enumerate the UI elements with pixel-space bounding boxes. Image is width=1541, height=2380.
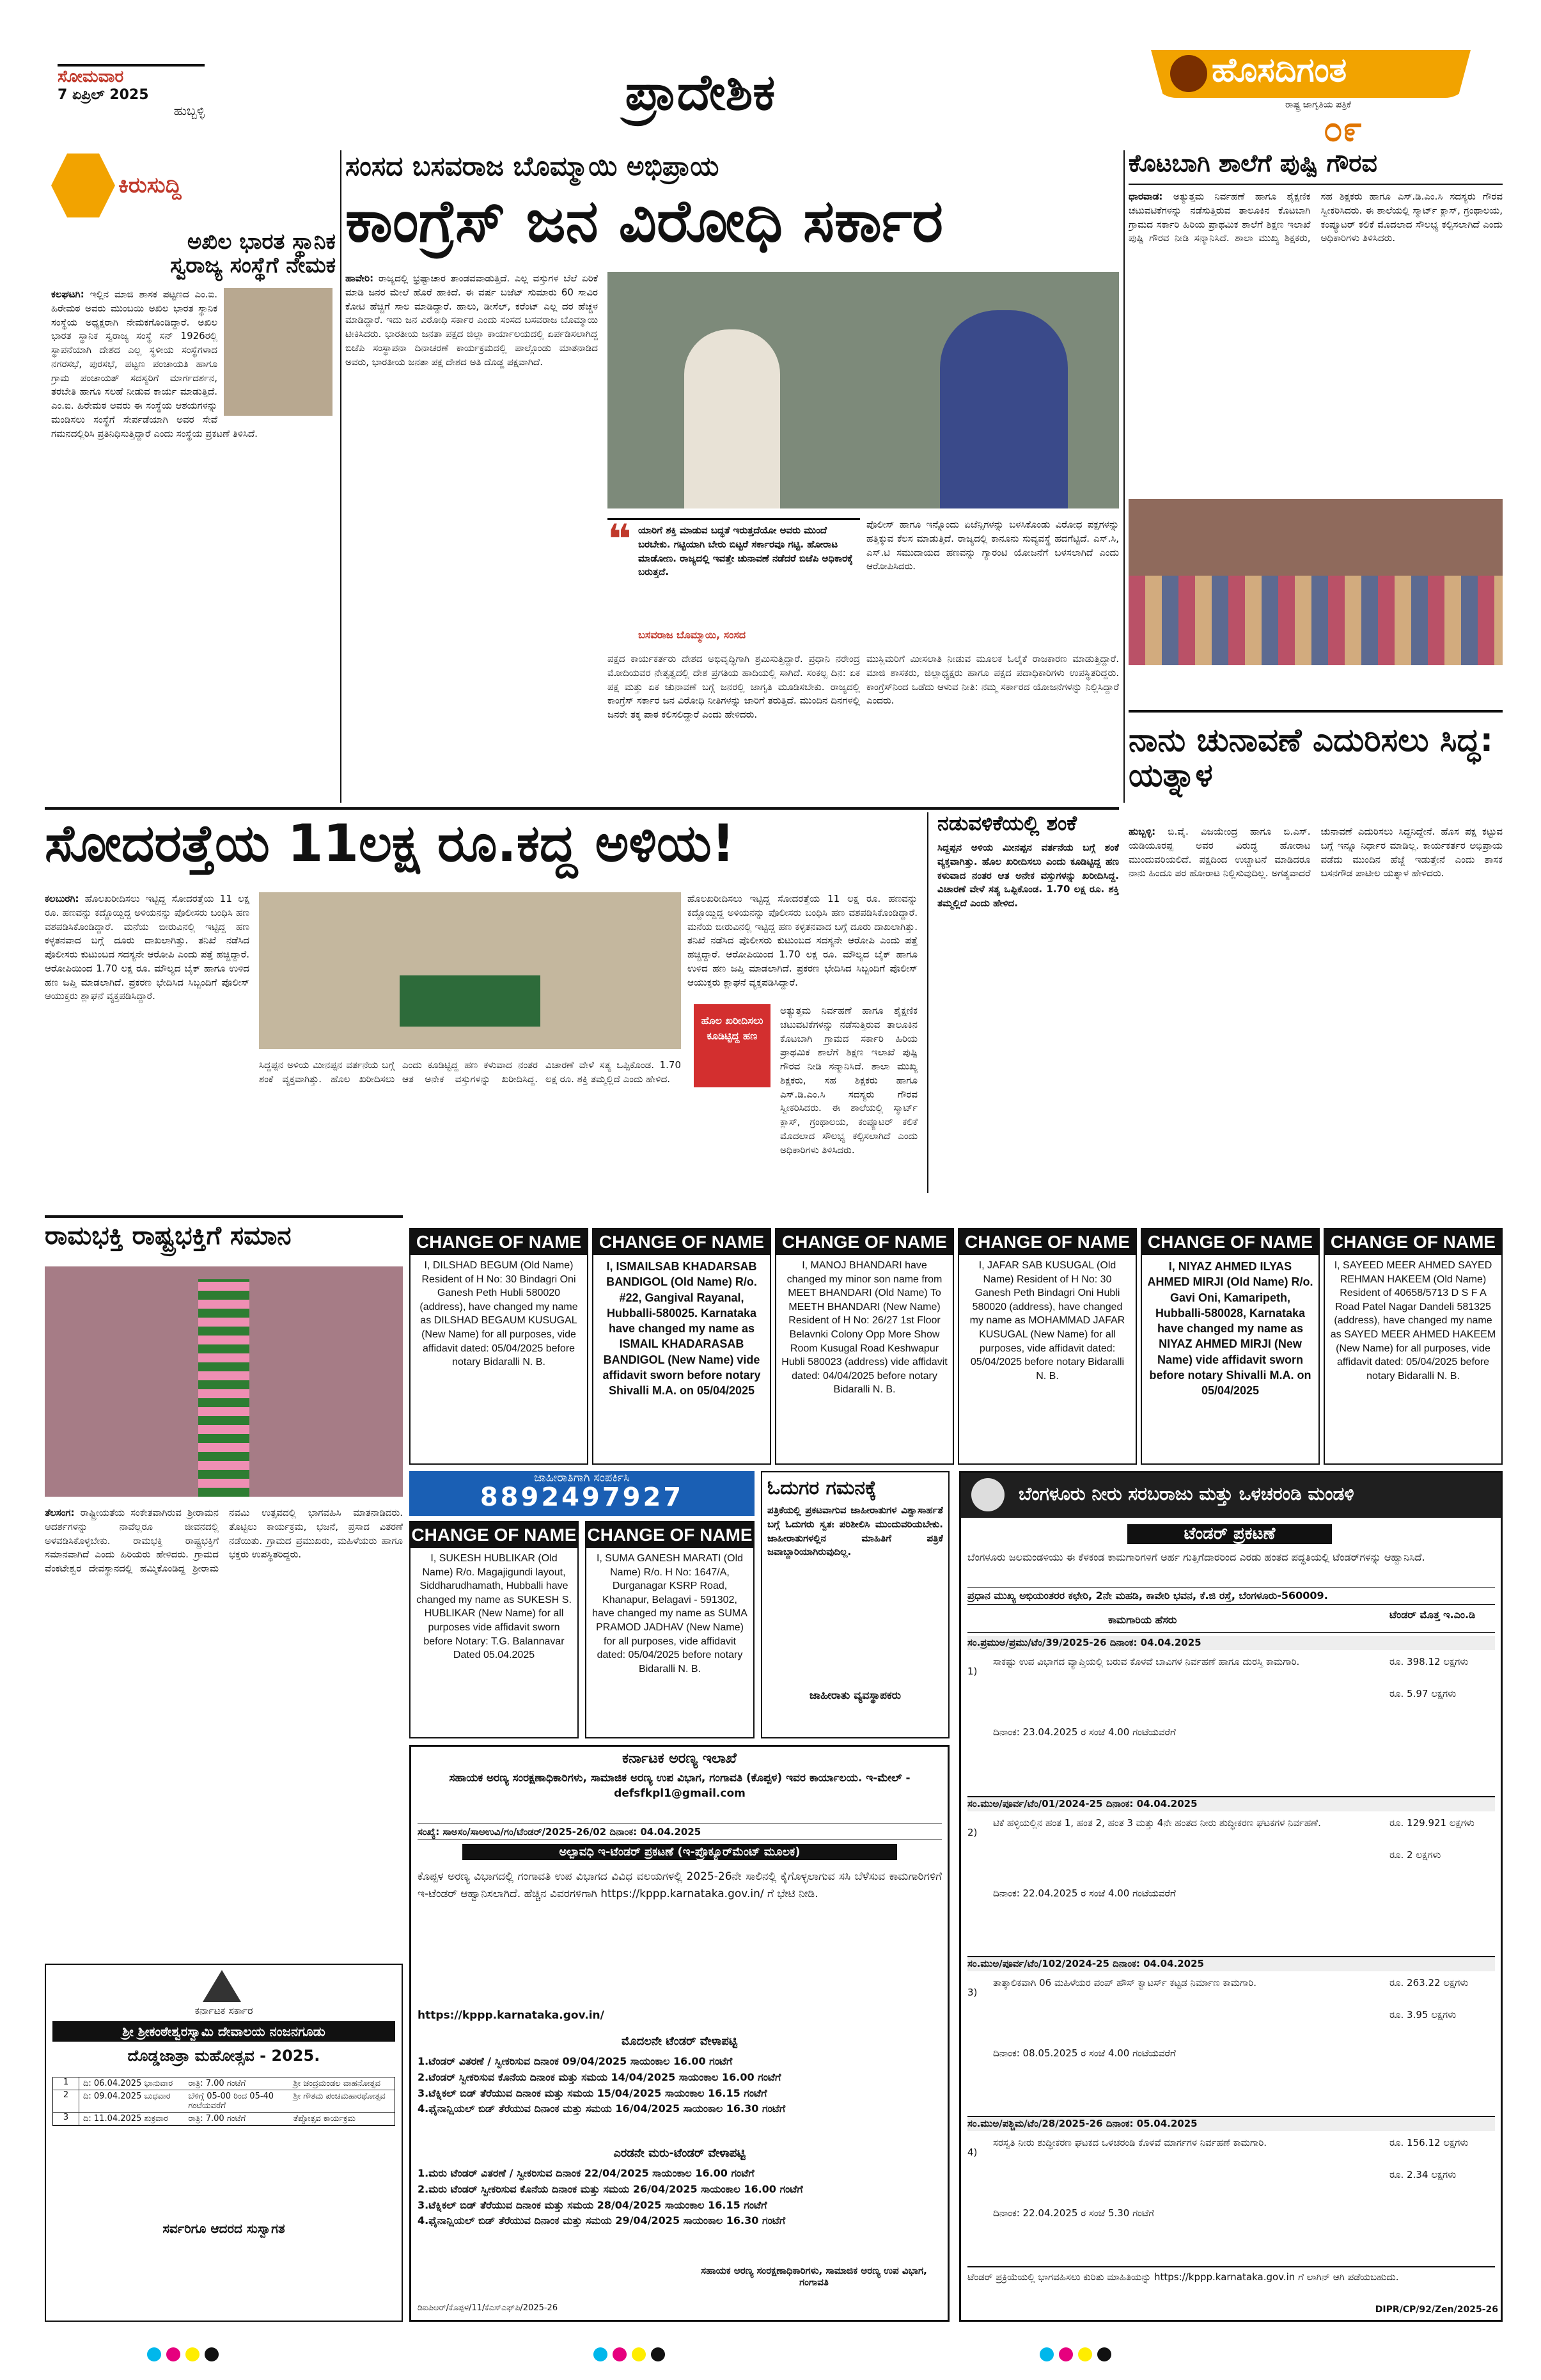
bwssb-item-ref: ಸಂ.ಮುಅ/ಪಶ್ಚಿಮ/ಟೆಂ/28/2025-26 ದಿನಾಂಕ: 05.04.2025: [967, 2117, 1495, 2131]
notice-body: I, SUKESH HUBLIKAR (Old Name) R/o. Magajigundi layout, Siddharudhamath, Hubballi have changed my name as SUKESH S. HUBLIKAR (New Name) for all purposes vide affidavit sworn before Notary: T.G. Balannavar Dated 05.04.2025: [416, 1553, 572, 1661]
yatnal-body: [1129, 825, 1503, 1196]
bwssb-item-date: ದಿನಾಂಕ: 22.04.2025 ರ ಸಂಜೆ 5.30 ಗಂಟೆಗೆ: [993, 2207, 1155, 2219]
temple-row-time: ಬೆಳಿಗ್ಗೆ 05-00 ರಿಂದ 05-40 ಗಂಟೆಯವರೆಗೆ: [188, 2092, 274, 2111]
lead-photo: [607, 272, 1119, 508]
bwssb-item-no: 2): [967, 1827, 978, 1838]
temple-row-time: ರಾತ್ರಿ: 7.00 ಗಂಟೆಗೆ: [188, 2079, 246, 2088]
notice-body: I, MANOJ BHANDARI have changed my minor son name from MEET BHANDARI (Old Name) To MEETH BHANDARI (New Name) Resident of H No: 26/27 1st Floor Belavnki Colony Opp More Show Room Kusugal Road Keshwapur Hubli 580023 (address) vide affidavit dated: 04/04/2025 before notary Bidaralli N. B.: [781, 1260, 948, 1396]
reg-dot-icon: [185, 2347, 199, 2361]
bwssb-item-amount: ರೂ. 129.921 ಲಕ್ಷಗಳು: [1389, 1817, 1475, 1829]
lead-story: [345, 150, 1119, 803]
masthead-logo: [1125, 50, 1471, 149]
change-of-name-notice: [1324, 1228, 1503, 1465]
forest-schedule-title: ಮೊದಲನೇ ಟೆಂಡರ್ ವೇಳಾಪಟ್ಟಿ: [622, 2035, 737, 2048]
sodarate-col3: ಹೊಲಖರೀದಿಸಲು ಇಟ್ಟಿದ್ದ ಸೋದರತ್ತೆಯ 11 ಲಕ್ಷ ರೂ. ಹಣವನ್ನು ಕದ್ದೊಯ್ದಿದ್ದ ಅಳಿಯನನ್ನು ಪೊಲೀಸರು ಬಂಧಿಸಿ ಹಣ ವಶಪಡಿಸಿಕೊಂಡಿದ್ದಾರೆ. ಮನೆಯ ಬೀರುವಿನಲ್ಲಿ ಇಟ್ಟಿದ್ದ ಹಣ ಕಳ್ಳತನವಾದ ಬಗ್ಗೆ ದೂರು ದಾಖಲಾಗಿತ್ತು. ತನಿಖೆ ನಡೆಸಿದ ಪೊಲೀಸರು ಕುಟುಂಬದ ಸದಸ್ಯನೇ ಆರೋಪಿ ಎಂದು ಪತ್ತೆ ಹಚ್ಚಿದ್ದಾರೆ. ಆರೋಪಿಯಿಂದ 1.70 ಲಕ್ಷ ರೂ. ಮೌಲ್ಯದ ಬೈಕ್ ಹಾಗೂ ಉಳಿದ ಹಣ ಜಪ್ತಿ ಮಾಡಲಾಗಿದೆ. ಪ್ರಕರಣ ಭೇದಿಸಿದ ಸಿಬ್ಬಂದಿಗೆ ಪೊಲೀಸ್ ಆಯುಕ್ತರು ಶ್ಲಾಘನೆ ವ್ಯಕ್ತಪಡಿಸಿದ್ದಾರೆ.: [687, 893, 918, 988]
bwssb-item-work: ಸರಸ್ವತಿ ನೀರು ಶುದ್ಧೀಕರಣ ಘಟಕದ ಒಳಚರಂಡಿ ಕೊಳವೆ ಮಾರ್ಗಗಳ ನಿರ್ವಹಣೆ ಕಾಮಗಾರಿ.: [993, 2137, 1267, 2148]
temple-emblem-icon: [203, 1970, 241, 2002]
bwssb-item-emd: ರೂ. 3.95 ಲಕ್ಷಗಳು: [1389, 2009, 1457, 2021]
sodarate-dateline: ಕಲಬುರಗಿ:: [45, 893, 79, 904]
col-divider-1: [340, 150, 341, 803]
forest-url[interactable]: https://kppp.karnataka.gov.in/: [418, 2009, 604, 2022]
notice-title: CHANGE OF NAME: [1142, 1229, 1318, 1255]
reg-dot-icon: [147, 2347, 161, 2361]
forest-office: ಸಹಾಯಕ ಅರಣ್ಯ ಸಂರಕ್ಷಣಾಧಿಕಾರಿಗಳು, ಸಾಮಾಜಿಕ ಅರಣ್ಯ ಉಪ ವಿಭಾಗ, ಗಂಗಾವತಿ (ಕೊಪ್ಪಳ) ಇವರ ಕಾರ್ಯಾಲಯ. ಇ-ಮೇಲ್ - defsfkpl1@gmail.com: [449, 1772, 911, 1800]
section-title: ಪ್ರಾದೇಶಿಕ: [625, 64, 776, 122]
change-of-name-notice: [409, 1228, 588, 1465]
col-divider-2: [1123, 150, 1125, 803]
temple-row-time: ರಾತ್ರಿ: 7.00 ಗಂಟೆಗೆ: [188, 2114, 246, 2124]
reg-dot-icon: [1059, 2347, 1073, 2361]
forest-schedule: [418, 2054, 942, 2117]
reg-dot-icon: [632, 2347, 646, 2361]
bwssb-header: [961, 1473, 1501, 1518]
hand-pointer-icon: [51, 154, 115, 217]
ad-phone-number: 8892497927: [480, 1483, 684, 1512]
schedule-row: 4.ಫೈನಾನ್ಷಿಯಲ್ ಬಿಡ್ ತೆರೆಯುವ ದಿನಾಂಕ ಮತ್ತು ಸಮಯ 16/04/2025 ಸಾಯಂಕಾಲ 16.30 ಗಂಟೆಗೆ: [418, 2102, 786, 2115]
odugara-body: ಪತ್ರಿಕೆಯಲ್ಲಿ ಪ್ರಕಟವಾಗುವ ಜಾಹೀರಾತುಗಳ ವಿಶ್ವಾಸಾರ್ಹತೆ ಬಗ್ಗೆ ಓದುಗರು ಸ್ವತಃ ಪರಿಶೀಲಿಸಿ ಮುಂದುವರಿಯಬೇಕು. ಜಾಹೀರಾತುಗಳಲ್ಲಿನ ಮಾಹಿತಿಗೆ ಪತ್ರಿಕೆ ಜವಾಬ್ದಾರಿಯಾಗಿರುವುದಿಲ್ಲ.: [767, 1504, 943, 1558]
lead-col1: [345, 272, 598, 796]
bwssb-item-amount: ರೂ. 263.22 ಲಕ್ಷಗಳು: [1389, 1977, 1469, 1989]
temple-row: [53, 2090, 395, 2113]
ramabhakti-photo: [45, 1266, 403, 1497]
schedule-row: 3.ಟೆಕ್ನಿಕಲ್ ಬಿಡ್ ತೆರೆಯುವ ದಿನಾಂಕ ಮತ್ತು ಸಮಯ 28/04/2025 ಸಾಯಂಕಾಲ 16.15 ಗಂಟೆಗೆ: [418, 2198, 767, 2211]
forest-schedule2-title: ಎರಡನೇ ಮರು-ಟೆಂಡರ್ ವೇಳಾಪಟ್ಟಿ: [613, 2147, 746, 2160]
notice-title: CHANGE OF NAME: [411, 1229, 587, 1255]
schedule-row: 1.ಮರು ಟೆಂಡರ್ ವಿತರಣೆ / ಸ್ವೀಕರಿಸುವ ದಿನಾಂಕ 22/04/2025 ಸಾಯಂಕಾಲ 16.00 ಗಂಟೆಗೆ: [418, 2167, 755, 2179]
schedule-row: 1.ಟೆಂಡರ್ ವಿತರಣೆ / ಸ್ವೀಕರಿಸುವ ದಿನಾಂಕ 09/04/2025 ಸಾಯಂಕಾಲ 16.00 ಗಂಟೆಗೆ: [418, 2055, 733, 2067]
kotabagi-story: [1129, 150, 1503, 707]
bwssb-item: [967, 1956, 1495, 2116]
notice-title: CHANGE OF NAME: [776, 1229, 953, 1255]
forest-schedule2: [418, 2166, 942, 2229]
reg-dot-icon: [1040, 2347, 1054, 2361]
masthead: [0, 0, 1541, 150]
lead-col2: ಪಕ್ಷದ ಕಾರ್ಯಕರ್ತರು ದೇಶದ ಅಭಿವೃದ್ಧಿಗಾಗಿ ಶ್ರಮಿಸುತ್ತಿದ್ದಾರೆ. ಪ್ರಧಾನಿ ನರೇಂದ್ರ ಮೋದಿಯವರ ನೇತೃತ್ವದಲ್ಲಿ ದೇಶ ಪ್ರಗತಿಯ ಹಾದಿಯಲ್ಲಿ ಸಾಗಿದೆ. ಸಂಕಲ್ಪ ದಿನ: ಏಕ ಪಕ್ಷ ಮತ್ತು ಏಕ ಚುನಾವಣೆ ಬಗ್ಗೆ ಜನರಲ್ಲಿ ಜಾಗೃತಿ ಮೂಡಿಸಬೇಕು. ರಾಜ್ಯದಲ್ಲಿ ಕಾಂಗ್ರೆಸ್ ಸರ್ಕಾರ ಜನ ವಿರೋಧಿ ನೀತಿಗಳನ್ನು ಜಾರಿಗೆ ತರುತ್ತಿದೆ. ಮುಂದಿನ ದಿನಗಳಲ್ಲಿ ಜನರೇ ತಕ್ಕ ಪಾಠ ಕಲಿಸಲಿದ್ದಾರೆ ಎಂದು ಹೇಳಿದರು.: [607, 653, 860, 720]
lead-headline: ಕಾಂಗ್ರೆಸ್ ಜನ ವಿರೋಧಿ ಸರ್ಕಾರ: [345, 187, 944, 255]
forest-footer: ಡಿಐಪಿಆರ್/ಕೊಪ್ಪಳ/11/ಕೆಎಸ್‌ಎಫ್‌ಪಿ/2025-26: [418, 2303, 558, 2313]
yatnal-text: ಬಿ.ವೈ. ವಿಜಯೇಂದ್ರ ಹಾಗೂ ಬಿ.ಎಸ್. ಯಡಿಯೂರಪ್ಪ ಅವರ ವಿರುದ್ಧ ಹೋರಾಟ ಮುಂದುವರಿಯಲಿದೆ. ಪಕ್ಷದಿಂದ ಉಚ್ಚಾಟನೆ ಮಾಡಿದರೂ ನಾನು ಹಿಂದೂ ಪರ ಹೋರಾಟ ನಿಲ್ಲಿಸುವುದಿಲ್ಲ. ಅಗತ್ಯವಾದರೆ ಚುನಾವಣೆ ಎದುರಿಸಲು ಸಿದ್ಧನಿದ್ದೇನೆ. ಹೊಸ ಪಕ್ಷ ಕಟ್ಟುವ ಬಗ್ಗೆ ಇನ್ನೂ ನಿರ್ಧಾರ ಮಾಡಿಲ್ಲ. ಕಾರ್ಯಕರ್ತರ ಅಭಿಪ್ರಾಯ ಪಡೆದು ಮುಂದಿನ ಹೆಜ್ಜೆ ಇಡುತ್ತೇನೆ ಎಂದು ಶಾಸಕ ಬಸನಗೌಡ ಪಾಟೀಲ ಯತ್ನಾಳ ಹೇಳಿದರು.: [1129, 826, 1503, 879]
reg-dot-icon: [1078, 2347, 1092, 2361]
lead-quote-by: ಬಸವರಾಜ ಬೊಮ್ಮಾಯಿ, ಸಂಸದ: [638, 629, 746, 641]
yatnal-top-rule: [1129, 710, 1503, 713]
notice-body: I, ISMAILSAB KHADARSAB BANDIGOL (Old Name) R/o. #22, Gangival Rayanal, Hubballi-580025. Karnataka have changed my name as ISMAIL KHADARASAB BANDIGOL (New Name) vide affidavit sworn before notary Shivalli M.A. on 05/04/2025: [602, 1260, 761, 1398]
temple-footer: ಸರ್ವರಿಗೂ ಆದರದ ಸುಸ್ವಾಗತ: [162, 2221, 285, 2236]
temple-row-event: ತೆಪ್ಪೋತ್ಸವ ಕಾರ್ಯಕ್ರಮ: [293, 2114, 356, 2124]
kirusuddi-photo: [224, 288, 332, 416]
lead-col1-text: ರಾಜ್ಯದಲ್ಲಿ ಭ್ರಷ್ಟಾಚಾರ ತಾಂಡವವಾಡುತ್ತಿದೆ. ಎಲ್ಲ ವಸ್ತುಗಳ ಬೆಲೆ ಏರಿಕೆ ಮಾಡಿ ಜನರ ಮೇಲೆ ಹೊರೆ ಹಾಕಿದೆ. ಈ ವರ್ಷ ಬಜೆಟ್ ಸುಮಾರು 60 ಸಾವಿರ ಕೋಟಿ ಹೆಚ್ಚಿಗೆ ಸಾಲ ಮಾಡಿದ್ದಾರೆ. ಹಾಲು, ಡೀಸೆಲ್, ಕರೆಂಟ್ ಎಲ್ಲ ದರ ಹೆಚ್ಚಳ ಮಾಡಿದ್ದಾರೆ. ಇದು ಜನ ವಿರೋಧಿ ಸರ್ಕಾರ ಎಂದು ಸಂಸದ ಬಸವರಾಜ ಬೊಮ್ಮಾಯಿ ಟೀಕಿಸಿದರು. ಭಾರತೀಯ ಜನತಾ ಪಕ್ಷದ ಜಿಲ್ಲಾ ಕಾರ್ಯಾಲಯದಲ್ಲಿ ಏರ್ಪಡಿಸಲಾಗಿದ್ದ ಬಿಜೆಪಿ ಸಂಸ್ಥಾಪನಾ ದಿನಾಚರಣೆ ಕಾರ್ಯಕ್ರಮದಲ್ಲಿ ಪಾಲ್ಗೊಂಡು ಮಾತನಾಡಿದ ಅವರು, ಭಾರತೀಯ ಜನತಾ ಪಕ್ಷ ದೇಶದ ಅತಿ ದೊಡ್ಡ ಪಕ್ಷವಾಗಿದೆ.: [345, 272, 598, 368]
paper-tagline: ರಾಷ್ಟ್ರ ಜಾಗೃತಿಯ ಪತ್ರಿಕೆ: [1285, 100, 1351, 110]
bwssb-item-no: 4): [967, 2147, 978, 2158]
lead-col4: ಪೊಲೀಸ್ ಹಾಗೂ ಇನ್ನೊಂದು ಏಜೆನ್ಸಿಗಳನ್ನು ಬಳಸಿಕೊಂಡು ವಿರೋಧ ಪಕ್ಷಗಳನ್ನು ಹತ್ತಿಕ್ಕುವ ಕೆಲಸ ಮಾಡುತ್ತಿದೆ. ರಾಜ್ಯದಲ್ಲಿ ಕಾನೂನು ಸುವ್ಯವಸ್ಥೆ ಹದಗೆಟ್ಟಿದೆ. ಎಸ್.ಸಿ, ಎಸ್.ಟಿ ಸಮುದಾಯದ ಹಣವನ್ನು ಗ್ಯಾರಂಟಿ ಯೋಜನೆಗೆ ಬಳಸಲಾಗಿದೆ ಎಂದು ಆರೋಪಿಸಿದರು.: [866, 519, 1119, 572]
temple-row-date: ದಿ: 06.04.2025 ಭಾನುವಾರ: [83, 2079, 173, 2088]
naduvali-body: ಸಿದ್ದಪ್ಪನ ಅಳಿಯ ಮೀನಪ್ಪನ ವರ್ತನೆಯ ಬಗ್ಗೆ ಶಂಕೆ ವ್ಯಕ್ತವಾಗಿತ್ತು. ಹೊಲ ಖರೀದಿಸಲು ಎಂದು ಕೂಡಿಟ್ಟಿದ್ದ ಹಣ ಕಳುವಾದ ನಂತರ ಆತ ಅನೇಕ ವಸ್ತುಗಳನ್ನು ಖರೀದಿಸಿದ್ದ. ವಿಚಾರಣೆ ವೇಳೆ ಸತ್ಯ ಒಪ್ಪಿಕೊಂಡ. 1.70 ಲಕ್ಷ ರೂ. ಶಕ್ತಿ ತಮ್ಮಲ್ಲಿದೆ ಎಂದು ಹೇಳಿದ.: [937, 842, 1119, 910]
masthead-date-block: [58, 67, 205, 118]
notice-title: CHANGE OF NAME: [1325, 1229, 1501, 1255]
bwssb-footer: ಟೆಂಡರ್ ಪ್ರಕ್ರಿಯೆಯಲ್ಲಿ ಭಾಗವಹಿಸಲು ಕುರಿತು ಮಾಹಿತಿಯನ್ನು https://kppp.karnataka.gov.in ಗೆ ಲಾಗಿನ್ ಆಗಿ ಪಡೆಯಬಹುದು.: [967, 2266, 1495, 2283]
kirusuddi-dateline: ಕಲಘಟಗಿ:: [51, 288, 84, 300]
bwssb-tender: [959, 1471, 1503, 2322]
lead-kicker: ಸಂಸದ ಬಸವರಾಜ ಬೊಮ್ಮಾಯಿ ಅಭಿಪ್ರಾಯ: [345, 150, 719, 182]
masthead-day: ಸೋಮವಾರ: [58, 67, 124, 86]
forest-sign: ಸಹಾಯಕ ಅರಣ್ಯ ಸಂರಕ್ಷಣಾಧಿಕಾರಿಗಳು, ಸಾಮಾಜಿಕ ಅರಣ್ಯ ಉಪ ವಿಭಾಗ, ಗಂಗಾವತಿ: [701, 2265, 927, 2288]
sodarate-col4: ಅತ್ಯುತ್ತಮ ನಿರ್ವಹಣೆ ಹಾಗೂ ಶೈಕ್ಷಣಿಕ ಚಟುವಟಿಕೆಗಳನ್ನು ನಡೆಸುತ್ತಿರುವ ತಾಲೂಕಿನ ಕೊಟಬಾಗಿ ಗ್ರಾಮದ ಸರ್ಕಾರಿ ಹಿರಿಯ ಪ್ರಾಥಮಿಕ ಶಾಲೆಗೆ ಶಿಕ್ಷಣ ಇಲಾಖೆ ಪುಷ್ಪಿ ಗೌರವ ನೀಡಿ ಸನ್ಮಾನಿಸಿದೆ. ಶಾಲಾ ಮುಖ್ಯ ಶಿಕ್ಷಕರು, ಸಹ ಶಿಕ್ಷಕರು ಹಾಗೂ ಎಸ್.ಡಿ.ಎಂ.ಸಿ ಸದಸ್ಯರು ಗೌರವ ಸ್ವೀಕರಿಸಿದರು. ಈ ಶಾಲೆಯಲ್ಲಿ ಸ್ಮಾರ್ಟ್ ಕ್ಲಾಸ್, ಗ್ರಂಥಾಲಯ, ಕಂಪ್ಯೂಟರ್ ಕಲಿಕೆ ಮೊದಲಾದ ಸೌಲಭ್ಯ ಕಲ್ಪಿಸಲಾಗಿದೆ ಎಂದು ಅಧಿಕಾರಿಗಳು ತಿಳಿಸಿದರು.: [780, 1005, 918, 1156]
kotabagi-text: ಅತ್ಯುತ್ತಮ ನಿರ್ವಹಣೆ ಹಾಗೂ ಶೈಕ್ಷಣಿಕ ಚಟುವಟಿಕೆಗಳನ್ನು ನಡೆಸುತ್ತಿರುವ ತಾಲೂಕಿನ ಕೊಟಬಾಗಿ ಗ್ರಾಮದ ಸರ್ಕಾರಿ ಹಿರಿಯ ಪ್ರಾಥಮಿಕ ಶಾಲೆಗೆ ಶಿಕ್ಷಣ ಇಲಾಖೆ ಪುಷ್ಪಿ ಗೌರವ ನೀಡಿ ಸನ್ಮಾನಿಸಿದೆ. ಶಾಲಾ ಮುಖ್ಯ ಶಿಕ್ಷಕರು, ಸಹ ಶಿಕ್ಷಕರು ಹಾಗೂ ಎಸ್.ಡಿ.ಎಂ.ಸಿ ಸದಸ್ಯರು ಗೌರವ ಸ್ವೀಕರಿಸಿದರು. ಈ ಶಾಲೆಯಲ್ಲಿ ಸ್ಮಾರ್ಟ್ ಕ್ಲಾಸ್, ಗ್ರಂಥಾಲಯ, ಕಂಪ್ಯೂಟರ್ ಕಲಿಕೆ ಮೊದಲಾದ ಸೌಲಭ್ಯ ಕಲ್ಪಿಸಲಾಗಿದೆ ಎಂದು ಅಧಿಕಾರಿಗಳು ತಿಳಿಸಿದರು.: [1129, 191, 1503, 244]
reg-dot-icon: [1097, 2347, 1111, 2361]
bwssb-item-ref: ಸಂ.ಮುಅ/ಪೂರ್ವ/ಟೆಂ/102/2024-25 ದಿನಾಂಕ: 04.04.2025: [967, 1957, 1495, 1971]
sodarate-photo: [259, 892, 681, 1049]
temple-title: ಶ್ರೀ ಶ್ರೀಕಂಠೇಶ್ವರಸ್ವಾಮಿ ದೇವಾಲಯ ನಂಜನಗೂಡು: [52, 2021, 395, 2042]
bwssb-notice-title: ಟೆಂಡರ್ ಪ್ರಕಟಣೆ: [1127, 1524, 1332, 1544]
reg-dot-icon: [613, 2347, 627, 2361]
reg-dot-icon: [651, 2347, 665, 2361]
sodarate-col1: [45, 892, 249, 1193]
notice-body: I, NIYAZ AHMED ILYAS AHMED MIRJI (Old Name) R/o. Gavi Oni, Kamaripeth, Hubballi-580028, Karnataka have changed my name as NIYAZ AHMED MIRJI (New Name) vide affidavit sworn before notary Shivalli M.A. on 05/04/2025: [1147, 1260, 1313, 1398]
paper-name: ಹೊಸದಿಗಂತ: [1212, 51, 1347, 90]
lead-col3: ಮುಸ್ಲಿಮರಿಗೆ ಮೀಸಲಾತಿ ನೀಡುವ ಮೂಲಕ ಓಲೈಕೆ ರಾಜಕಾರಣ ಮಾಡುತ್ತಿದ್ದಾರೆ. ಮಾಜಿ ಶಾಸಕರು, ಜಿಲ್ಲಾಧ್ಯಕ್ಷರು ಹಾಗೂ ಪಕ್ಷದ ಪದಾಧಿಕಾರಿಗಳು ಉಪಸ್ಥಿತರಿದ್ದರು. ಕಾಂಗ್ರೆಸ್‌ನಿಂದ ಒಡೆದು ಆಳುವ ನೀತಿ: ನಮ್ಮ ಸರ್ಕಾರದ ಯೋಜನೆಗಳನ್ನು ನಿಲ್ಲಿಸಿದ್ದಾರೆ ಎಂದರು.: [866, 653, 1119, 707]
bwssb-table-head: [967, 1607, 1495, 1633]
ad-phone-label: ಜಾಹೀರಾತಿಗಾಗಿ ಸಂಪರ್ಕಿಸಿ: [534, 1471, 630, 1485]
odugara-box: [761, 1471, 950, 1738]
kotabagi-photo: [1129, 499, 1503, 665]
ramabhakti-top-rule: [45, 1215, 403, 1218]
kirusuddi-logo: [51, 154, 182, 224]
quote-mark-icon: ❝: [607, 516, 632, 563]
forest-body: ಕೊಪ್ಪಳ ಅರಣ್ಯ ವಿಭಾಗದಲ್ಲಿ ಗಂಗಾವತಿ ಉಪ ವಿಭಾಗದ ವಿವಿಧ ವಲಯಗಳಲ್ಲಿ 2025-26ನೇ ಸಾಲಿನಲ್ಲಿ ಕೈಗೊಳ್ಳಲಾಗುವ ಸಸಿ ಬೆಳೆಸುವ ಕಾಮಗಾರಿಗಳಿಗೆ ಇ-ಟೆಂಡರ್ ಆಹ್ವಾನಿಸಲಾಗಿದೆ. ಹೆಚ್ಚಿನ ವಿವರಗಳಿಗಾಗಿ https://kppp.karnataka.gov.in/ ಗೆ ಭೇಟಿ ನೀಡಿ.: [418, 1870, 942, 1901]
kirusuddi-headline: ಅಖಿಲ ಭಾರತ ಸ್ಥಾನಿಕ ಸ್ವರಾಜ್ಯ ಸಂಸ್ಥೆಗೆ ನೇಮಕ: [170, 229, 336, 279]
bwssb-item-date: ದಿನಾಂಕ: 23.04.2025 ರ ಸಂಜೆ 4.00 ಗಂಟೆಯವರೆಗೆ: [993, 1726, 1176, 1738]
sodarate-top-rule: [45, 807, 1119, 810]
change-of-name-notice: [775, 1228, 954, 1465]
ramabhakti-headline: ರಾಮಭಕ್ತಿ ರಾಷ್ಟ್ರಭಕ್ತಿಗೆ ಸಮಾನ: [45, 1221, 292, 1250]
temple-row-no: 3: [53, 2113, 79, 2125]
bwssb-item-emd: ರೂ. 2.34 ಲಕ್ಷಗಳು: [1389, 2169, 1457, 2180]
ad-phone-box: [409, 1471, 755, 1516]
change-of-name-notice: [409, 1521, 579, 1738]
bwssb-item-work: ತಾತ್ಕಾಲಿಕವಾಗಿ 06 ಮಹಿಳೆಯರ ಪಂಪ್ ಹೌಸ್ ಕ್ವಾಟರ್ಸ್ ಕಟ್ಟಡ ನಿರ್ಮಾಣ ಕಾಮಗಾರಿ.: [993, 1977, 1256, 1989]
bwssb-item-work: ಟಿಕೆ ಹಳ್ಳಿಯಲ್ಲಿನ ಹಂತ 1, ಹಂತ 2, ಹಂತ 3 ಮತ್ತು 4ನೇ ಹಂತದ ನೀರು ಶುದ್ಧೀಕರಣ ಘಟಕಗಳ ನಿರ್ವಹಣೆ.: [993, 1817, 1321, 1829]
bwssb-item-emd: ರೂ. 5.97 ಲಕ್ಷಗಳು: [1389, 1688, 1457, 1699]
temple-table: [52, 2077, 395, 2126]
naduvali-box: [927, 812, 1119, 1193]
forest-tender: [409, 1745, 950, 2322]
bwssb-item: [967, 1796, 1495, 1956]
registration-marks: [147, 2347, 1426, 2367]
ramabhakti-body: [45, 1506, 403, 1954]
notice-title: CHANGE OF NAME: [411, 1522, 577, 1548]
notice-title: CHANGE OF NAME: [586, 1522, 753, 1548]
temple-row-date: ದಿ: 11.04.2025 ಶುಕ್ರವಾರ: [83, 2114, 168, 2124]
bwssb-logo-icon: [971, 1478, 1005, 1511]
lead-quote: ಯಾರಿಗೆ ಶಕ್ತಿ ಮಾಡುವ ಬದ್ಧತೆ ಇರುತ್ತದೆಯೋ ಅವರು ಮುಂದೆ ಬರಬೇಕು. ಗಟ್ಟಿಯಾಗಿ ಬೇರು ಬಿಟ್ಟರೆ ಸರ್ಕಾರವೂ ಗಟ್ಟಿ. ಹೋರಾಟ ಮಾಡೋಣ. ರಾಜ್ಯದಲ್ಲಿ ಇವತ್ತೇ ಚುನಾವಣೆ ನಡೆದರೆ ಬಿಜೆಪಿ ಅಧಿಕಾರಕ್ಕೆ ಬರುತ್ತದೆ.: [638, 524, 853, 578]
temple-row: [53, 2077, 395, 2090]
temple-row-event: ಶ್ರೀ ಚಂದ್ರಮಂಡಲ ವಾಹನೋತ್ಸವ: [293, 2079, 381, 2088]
kotabagi-dateline: ಧಾರವಾಡ:: [1129, 191, 1163, 202]
page-number: ೦೯: [1323, 109, 1363, 149]
lead-quote-box: [607, 518, 860, 646]
schedule-row: 2.ಟೆಂಡರ್ ಸ್ವೀಕರಿಸುವ ಕೊನೆಯ ದಿನಾಂಕ ಮತ್ತು ಸಮಯ 14/04/2025 ಸಾಯಂಕಾಲ 16.00 ಗಂಟೆಗೆ: [418, 2070, 781, 2083]
bwssb-item-no: 1): [967, 1666, 978, 1677]
ramabhakti-dateline: ತೆಲಸಂಗ:: [45, 1507, 75, 1518]
kotabagi-body: [1129, 190, 1503, 491]
notice-title: CHANGE OF NAME: [959, 1229, 1136, 1255]
bwssb-office: ಪ್ರಧಾನ ಮುಖ್ಯ ಅಭಿಯಂತರರ ಕಛೇರಿ, 2ನೇ ಮಹಡಿ, ಕಾವೇರಿ ಭವನ, ಕೆ.ಜಿ ರಸ್ತೆ, ಬೆಂಗಳೂರು-560009.: [967, 1587, 1495, 1605]
bwssb-intro: ಬೆಂಗಳೂರು ಜಲಮಂಡಳಿಯು ಈ ಕೆಳಕಂಡ ಕಾಮಗಾರಿಗಳಿಗೆ ಅರ್ಹ ಗುತ್ತಿಗೆದಾರರಿಂದ ಎರಡು ಹಂತದ ಪದ್ಧತಿಯಲ್ಲಿ ಟೆಂಡರ್‌ಗಳನ್ನು ಆಹ್ವಾನಿಸಿದೆ.: [967, 1551, 1425, 1563]
sodarate-col2: ಸಿದ್ದಪ್ಪನ ಅಳಿಯ ಮೀನಪ್ಪನ ವರ್ತನೆಯ ಬಗ್ಗೆ ಶಂಕೆ ವ್ಯಕ್ತವಾಗಿತ್ತು. ಹೊಲ ಖರೀದಿಸಲು ಎಂದು ಕೂಡಿಟ್ಟಿದ್ದ ಹಣ ಕಳುವಾದ ನಂತರ ಆತ ಅನೇಕ ವಸ್ತುಗಳನ್ನು ಖರೀದಿಸಿದ್ದ. ವಿಚಾರಣೆ ವೇಳೆ ಸತ್ಯ ಒಪ್ಪಿಕೊಂಡ. 1.70 ಲಕ್ಷ ರೂ. ಶಕ್ತಿ ತಮ್ಮಲ್ಲಿದೆ ಎಂದು ಹೇಳಿದ.: [259, 1059, 681, 1085]
notice-body: I, JAFAR SAB KUSUGAL (Old Name) Resident of H No: 30 Ganesh Peth Bindagri Oni Hubli 580020 (address), have changed my name as MOHAMMAD JAFAR KUSUGAL (New Name) for all purposes, vide affidavit dated: 05/04/2025 before notary Bidaralli N. B.: [969, 1260, 1125, 1382]
schedule-row: 4.ಫೈನಾನ್ಷಿಯಲ್ ಬಿಡ್ ತೆರೆಯುವ ದಿನಾಂಕ ಮತ್ತು ಸಮಯ 29/04/2025 ಸಾಯಂಕಾಲ 16.30 ಗಂಟೆಗೆ: [418, 2214, 786, 2227]
change-of-name-notice: [958, 1228, 1137, 1465]
notice-title: CHANGE OF NAME: [593, 1229, 770, 1255]
bwssb-item-date: ದಿನಾಂಕ: 22.04.2025 ರ ಸಂಜೆ 4.00 ಗಂಟೆಯವರೆಗೆ: [993, 1887, 1176, 1899]
bwssb-item: [967, 1636, 1495, 1796]
sodarate-photo-table: [400, 975, 540, 1027]
kotabagi-headline: ಕೊಟಬಾಗಿ ಶಾಲೆಗೆ ಪುಷ್ಪಿ ಗೌರವ: [1129, 149, 1377, 177]
bwssb-item-amount: ರೂ. 156.12 ಲಕ್ಷಗಳು: [1389, 2137, 1469, 2148]
forest-title: ಅಲ್ಪಾವಧಿ ಇ-ಟೆಂಡರ್ ಪ್ರಕಟಣೆ (ಇ-ಪ್ರೊಕ್ಯೂರ್‌ಮೆಂಟ್ ಮೂಲಕ): [462, 1844, 897, 1860]
forest-ref: ಸಂಖ್ಯೆ: ಸಾಅಸಂ/ಸಾಅಉವಿ/ಗಂ/ಟೆಂಡರ್/2025-26/02 ದಿನಾಂಕ: 04.04.2025: [418, 1824, 942, 1840]
odugara-headline: ಓದುಗರ ಗಮನಕ್ಕೆ: [767, 1477, 877, 1499]
temple-header: ಕರ್ನಾಟಕ ಸರ್ಕಾರ: [194, 2005, 253, 2017]
odugara-sign: ಜಾಹೀರಾತು ವ್ಯವಸ್ಥಾಪಕರು: [809, 1689, 902, 1702]
bwssb-item-no: 3): [967, 1987, 978, 1998]
bwssb-dipr: DIPR/CP/92/Zen/2025-26: [1375, 2305, 1498, 2315]
ramabhakti-story: [45, 1222, 403, 1957]
masthead-left-rule: [58, 64, 205, 67]
sodarate-story: [45, 812, 1119, 1196]
lead-dateline: ಹಾವೇರಿ:: [345, 272, 374, 284]
kotabagi-photo-crowd: [1129, 576, 1503, 665]
bwssb-col-amount: ಟೆಂಡರ್ ಮೊತ್ತ ಇ.ಎಂ.ಡಿ: [1389, 1609, 1476, 1621]
lead-photo-shape2: [684, 329, 780, 508]
ramabhakti-garland: [198, 1279, 249, 1497]
bwssb-item-ref: ಸಂ.ಮುಅ/ಪೂರ್ವ/ಟೆಂ/01/2024-25 ದಿನಾಂಕ: 04.04.2025: [967, 1797, 1495, 1811]
bwssb-item-amount: ರೂ. 398.12 ಲಕ್ಷಗಳು: [1389, 1656, 1469, 1667]
masthead-city: ಹುಬ್ಬಳ್ಳಿ: [173, 103, 205, 118]
notice-body: I, DILSHAD BEGUM (Old Name) Resident of H No: 30 Bindagri Oni Ganesh Peth Hubli 580020 (address), have changed my name as DILSHAD BEGAUM KUSUGAL (New Name) for all purposes, vide affidavit dated: 05/04/2025 before notary Bidaralli N. B.: [419, 1260, 578, 1368]
classifieds-row: [409, 1228, 1503, 1465]
yatnal-dateline: ಹುಬ್ಬಳ್ಳಿ:: [1129, 826, 1156, 837]
kirusuddi-body: [51, 288, 332, 793]
temple-row: [53, 2113, 395, 2125]
temple-row-no: 1: [53, 2077, 79, 2090]
lead-photo-shape: [940, 310, 1068, 508]
forest-dept: ಕರ್ನಾಟಕ ಅರಣ್ಯ ಇಲಾಖೆ: [622, 1751, 737, 1767]
schedule-row: 2.ಮರು ಟೆಂಡರ್ ಸ್ವೀಕರಿಸುವ ಕೊನೆಯ ದಿನಾಂಕ ಮತ್ತು ಸಮಯ 26/04/2025 ಸಾಯಂಕಾಲ 16.00 ಗಂಟೆಗೆ: [418, 2182, 803, 2195]
sodarate-text: ಹೊಲಖರೀದಿಸಲು ಇಟ್ಟಿದ್ದ ಸೋದರತ್ತೆಯ 11 ಲಕ್ಷ ರೂ. ಹಣವನ್ನು ಕದ್ದೊಯ್ದಿದ್ದ ಅಳಿಯನನ್ನು ಪೊಲೀಸರು ಬಂಧಿಸಿ ಹಣ ವಶಪಡಿಸಿಕೊಂಡಿದ್ದಾರೆ. ಮನೆಯ ಬೀರುವಿನಲ್ಲಿ ಇಟ್ಟಿದ್ದ ಹಣ ಕಳ್ಳತನವಾದ ಬಗ್ಗೆ ದೂರು ದಾಖಲಾಗಿತ್ತು. ತನಿಖೆ ನಡೆಸಿದ ಪೊಲೀಸರು ಕುಟುಂಬದ ಸದಸ್ಯನೇ ಆರೋಪಿ ಎಂದು ಪತ್ತೆ ಹಚ್ಚಿದ್ದಾರೆ. ಆರೋಪಿಯಿಂದ 1.70 ಲಕ್ಷ ರೂ. ಮೌಲ್ಯದ ಬೈಕ್ ಹಾಗೂ ಉಳಿದ ಹಣ ಜಪ್ತಿ ಮಾಡಲಾಗಿದೆ. ಪ್ರಕರಣ ಭೇದಿಸಿದ ಸಿಬ್ಬಂದಿಗೆ ಪೊಲೀಸ್ ಆಯುಕ್ತರು ಶ್ಲಾಘನೆ ವ್ಯಕ್ತಪಡಿಸಿದ್ದಾರೆ.: [45, 893, 249, 1002]
bwssb-item-work: ಸಾಕಷ್ಟು ಉಪ ವಿಭಾಗದ ವ್ಯಾಪ್ತಿಯಲ್ಲಿ ಬರುವ ಕೊಳವೆ ಬಾವಿಗಳ ನಿರ್ವಹಣೆ ಹಾಗೂ ದುರಸ್ತಿ ಕಾಮಗಾರಿ.: [993, 1656, 1300, 1667]
temple-row-date: ದಿ: 09.04.2025 ಬುಧವಾರ: [83, 2092, 171, 2101]
schedule-row: 3.ಟೆಕ್ನಿಕಲ್ ಬಿಡ್ ತೆರೆಯುವ ದಿನಾಂಕ ಮತ್ತು ಸಮಯ 15/04/2025 ಸಾಯಂಕಾಲ 16.15 ಗಂಟೆಗೆ: [418, 2086, 767, 2099]
bwssb-item-ref: ಸಂ.ಪ್ರಮುಅ/ಪ್ರಮು/ಟೆಂ/39/2025-26 ದಿನಾಂಕ: 04.04.2025: [967, 1636, 1495, 1650]
reg-dot-icon: [166, 2347, 180, 2361]
reg-dot-icon: [205, 2347, 219, 2361]
temple-subtitle: ದೊಡ್ಡಜಾತ್ರಾ ಮಹೋತ್ಸವ - 2025.: [127, 2047, 320, 2065]
reg-dot-icon: [593, 2347, 607, 2361]
change-of-name-notice: [1141, 1228, 1320, 1465]
kirusuddi-logo-text: ಕಿರುಸುದ್ದಿ: [118, 173, 182, 198]
temple-row-no: 2: [53, 2090, 79, 2112]
bwssb-col-work: ಕಾಮಗಾರಿಯ ಹೆಸರು: [1108, 1614, 1177, 1626]
kirusuddi-text: ಇಲ್ಲಿನ ಮಾಜಿ ಶಾಸಕ ಪಟ್ಟಣದ ಎಂ.ಐ. ಹಿರೇಮಠ ಅವರು ಮುಂಬಯಿ ಅಖಿಲ ಭಾರತ ಸ್ಥಾನಿಕ ಸಂಸ್ಥೆಯ ಅಧ್ಯಕ್ಷರಾಗಿ ನೇಮಕಗೊಂಡಿದ್ದಾರೆ. ಅಖಿಲ ಭಾರತ ಸ್ಥಾನಿಕ ಸ್ವರಾಜ್ಯ ಸಂಸ್ಥೆ ಸನ್ 1926ರಲ್ಲಿ ಸ್ಥಾಪನೆಯಾಗಿ ದೇಶದ ಎಲ್ಲ ಸ್ಥಳೀಯ ಸಂಸ್ಥೆಗಳಾದ ನಗರಸಭೆ, ಪುರಸಭೆ, ಪಟ್ಟಣ ಪಂಚಾಯತಿ ಹಾಗೂ ಗ್ರಾಮ ಪಂಚಾಯತ್ ಸದಸ್ಯರಿಗೆ ಮಾರ್ಗದರ್ಶನ, ತರಬೇತಿ ಹಾಗೂ ಸಲಹೆ ನೀಡುವ ಕಾರ್ಯ ಮಾಡುತ್ತಿದೆ. ಎಂ.ಐ. ಹಿರೇಮಠ ಅವರು ಈ ಸಂಸ್ಥೆಯ ಆಶಯಗಳನ್ನು ಮಂಡಿಸಲು ಸಂಸ್ಥೆಗೆ ಸೇರ್ಪಡೆಯಾಗಿ ಅವರ ಸೇವೆ ಗಮನದಲ್ಲಿರಿಸಿ ಪ್ರತಿನಿಧಿಸುತ್ತಿದ್ದಾರೆ ಎಂದು ಸಂಸ್ಥೆಯ ಪ್ರಕಟಣೆ ತಿಳಿಸಿದೆ.: [51, 288, 258, 439]
sodarate-headline: ಸೋದರತ್ತೆಯ 11ಲಕ್ಷ ರೂ.ಕದ್ದ ಅಳಿಯ!: [45, 814, 735, 873]
yatnal-headline: ನಾನು ಚುನಾವಣೆ ಎದುರಿಸಲು ಸಿದ್ಧ: ಯತ್ನಾಳ: [1129, 721, 1493, 794]
bwssb-item-date: ದಿನಾಂಕ: 08.05.2025 ರ ಸಂಜೆ 4.00 ಗಂಟೆಯವರೆಗೆ: [993, 2047, 1176, 2059]
masthead-date: 7 ಏಪ್ರಿಲ್ 2025: [58, 87, 149, 103]
sodarate-badge: ಹೊಲ ಖರೀದಿಸಲು ಕೂಡಿಟ್ಟಿದ್ದ ಹಣ: [694, 1004, 770, 1087]
temple-ad: [45, 1964, 403, 2322]
kirusuddi-column: [45, 147, 338, 800]
temple-row-event: ಶ್ರೀ ಗೌತಮ ಪಂಚಮಹಾರಥೋತ್ಸವ: [293, 2092, 386, 2101]
notice-body: I, SAYEED MEER AHMED SAYED REHMAN HAKEEM (Old Name) Resident of 40658/5713 D S F A Road Patel Nagar Dandeli 581325 (address), have changed my name as SAYED MEER AHMED HAKEEM (New Name) for all purposes, vide affidavit dated: 05/04/2025 before notary Bidaralli N. B.: [1330, 1260, 1496, 1382]
bwssb-item: [967, 2116, 1495, 2263]
change-of-name-notice: [585, 1521, 755, 1738]
logo-emblem-icon: [1170, 55, 1207, 92]
ramabhakti-text: ರಾಷ್ಟ್ರೀಯತೆಯ ಸಂಕೇತವಾಗಿರುವ ಶ್ರೀರಾಮನ ಆದರ್ಶಗಳನ್ನು ನಾವೆಲ್ಲರೂ ಜೀವನದಲ್ಲಿ ಅಳವಡಿಸಿಕೊಳ್ಳಬೇಕು. ರಾಮಭಕ್ತಿ ರಾಷ್ಟ್ರಭಕ್ತಿಗೆ ಸಮಾನವಾಗಿದೆ ಎಂದು ಹಿರಿಯರು ಹೇಳಿದರು. ಗ್ರಾಮದ ವೆಂಕಟೇಶ್ವರ ದೇವಸ್ಥಾನದಲ್ಲಿ ಹಮ್ಮಿಕೊಂಡಿದ್ದ ಶ್ರೀರಾಮ ನವಮಿ ಉತ್ಸವದಲ್ಲಿ ಭಾಗವಹಿಸಿ ಮಾತನಾಡಿದರು. ತೊಟ್ಟಿಲು ಕಾರ್ಯಕ್ರಮ, ಭಜನೆ, ಪ್ರಸಾದ ವಿತರಣೆ ನಡೆಯಿತು. ಗ್ರಾಮದ ಪ್ರಮುಖರು, ಮಹಿಳೆಯರು ಹಾಗೂ ಭಕ್ತರು ಉಪಸ್ಥಿತರಿದ್ದರು.: [45, 1507, 403, 1574]
bwssb-name: ಬೆಂಗಳೂರು ನೀರು ಸರಬರಾಜು ಮತ್ತು ಒಳಚರಂಡಿ ಮಂಡಳಿ: [1019, 1483, 1354, 1504]
change-of-name-notice: [592, 1228, 771, 1465]
notice-body: I, SUMA GANESH MARATI (Old Name) R/o. H No: 1647/A, Durganagar KSRP Road, Khanapur, Belagavi - 591302, have changed my name as SUMA PRAMOD JADHAV (New Name) for all purposes, vide affidavit dated: 05/04/2025 before notary Bidaralli N. B.: [592, 1553, 747, 1675]
bwssb-item-emd: ರೂ. 2 ಲಕ್ಷಗಳು: [1389, 1849, 1441, 1861]
kotabagi-rule: [1129, 184, 1503, 185]
naduvali-headline: ನಡುವಳಿಕೆಯಲ್ಲಿ ಶಂಕೆ: [937, 811, 1077, 835]
yatnal-story: [1129, 710, 1503, 1196]
